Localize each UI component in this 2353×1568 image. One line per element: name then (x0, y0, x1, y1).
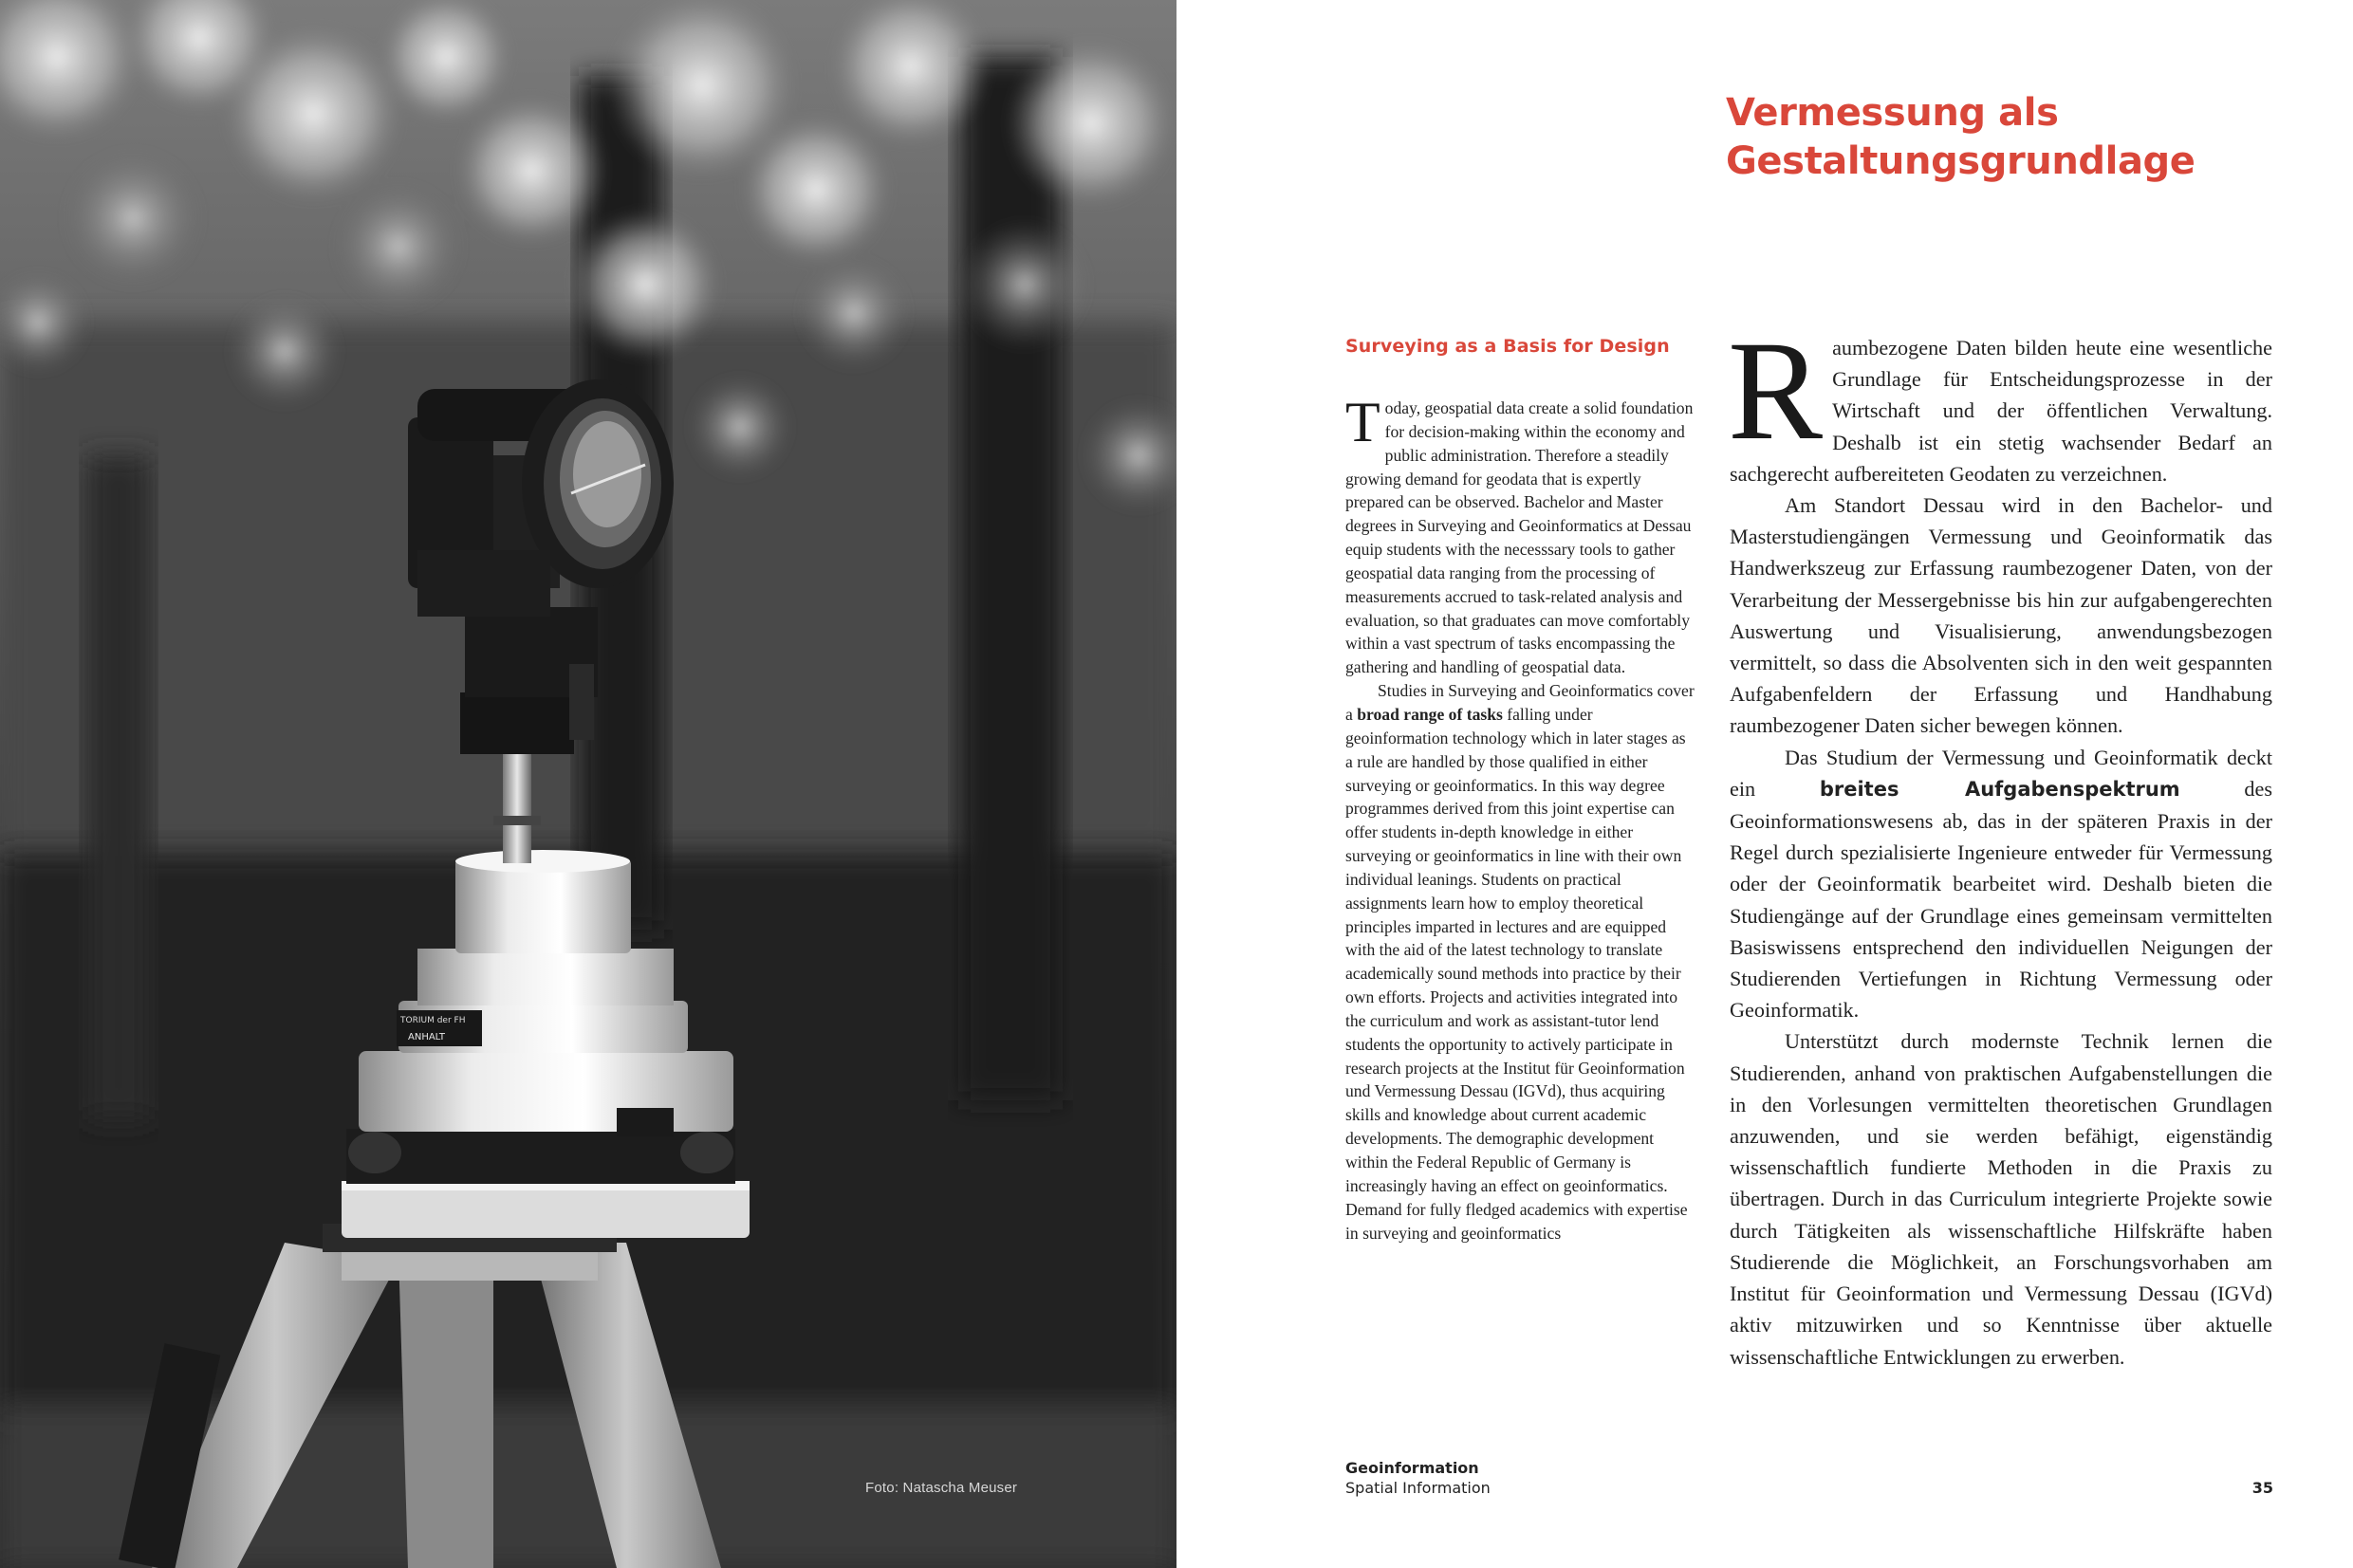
german-p1-text: aumbezogene Daten bilden heute eine wesentliche Grundlage für Entscheidungsprozesse in der Wirtschaft und der öffentlichen Verwaltung. Deshalb ist ein stetig wachsender Bedarf an sachgerecht aufbereiteten Geodaten zu verzeichnen. (1730, 336, 2272, 486)
german-p3-after: des Geoinformationswesens ab, das in der späteren Praxis in der Regel durch spezialisierte Ingenieure entweder für Vermessung oder der Geoinformatik bearbeitet wird. Deshalb bieten die Studiengänge auf der Grundlage eines gemeinsam vermittelten Basiswissens entsprechend den individuellen Neigungen der Studierenden Vertiefungen in Richtung Vermessung oder Geoinformatik. (1730, 776, 2272, 1023)
german-paragraph-2: Am Standort Dessau wird in den Bachelor- und Masterstudiengängen Vermessung und Geoinformatik das Handwerkszeug zur Erfassung raumbezogener Daten, von der Verarbeitung der Messergebnisse bis hin zur aufgabengerechten Auswertung und Visualisierung, anwendungsbezogen vermittelt, so dass die Absolventen sich in den weit gespannten Aufgabenfeldern der Erfassung und Handhabung raumbezogener Daten sicher bewegen können. (1730, 493, 2272, 738)
english-column (1345, 391, 1695, 1245)
footer-section-title: Geoinformation (1345, 1459, 1479, 1477)
english-p2-before: Studies in Surveying and Geoinformatics cover a (1345, 681, 1695, 724)
german-paragraph-1 (1728, 312, 2272, 489)
footer-section-subtitle: Spatial Information (1345, 1479, 1491, 1497)
german-p3-emphasis: breites Aufgabenspektrum (1819, 777, 2180, 801)
english-subtitle: Surveying as a Basis for Design (1345, 336, 1670, 357)
english-p1-text: oday, geospatial data create a solid foundation for decision-making within the economy and public administration. Therefore a steadily growing demand for geodata that is expertly prepared can be observed. Bachelor and Master degrees in Surveying and Geoinformatics at Dessau equip students with the necesssary tools to gather geospatial data ranging from the processing of measurements accrued to task-related analysis and evaluation, so that graduates can move comfortably within a vast spectrum of tasks encompassing the gathering and handling of geospatial data. (1345, 398, 1694, 677)
german-column (1728, 312, 2272, 1373)
page-number: 35 (2251, 1479, 2273, 1497)
german-paragraph-4: Unterstützt durch modernste Technik lernen die Studierenden, anhand von praktischen Aufgabenstellungen die in den Vorlesungen vermittelten theoretischen Grundlagen anzuwenden, und sie werden befähigt, eigenständig wissenschaftlich fundierte Methoden in die Praxis zu übertragen. Durch in das Curriculum integrierte Projekte sowie durch Tätigkeiten als wissenschaftliche Hilfskräfte haben Studierende die Möglichkeit, an Forschungsvorhaben am Institut für Geoinformation und Vermessung Dessau (IGVd) aktiv mitzuwirken und so Kenntnisse über aktuelle wissenschaftliche Entwicklungen zu erwerben. (1730, 1029, 2272, 1369)
english-drop-cap: T (1345, 391, 1380, 453)
photo-surveying-prism (0, 0, 1176, 1568)
english-p2-emphasis: broad range of tasks (1357, 704, 1503, 724)
english-paragraph-1 (1345, 391, 1695, 679)
page-title-line-1: Vermessung als (1726, 91, 2059, 135)
english-p2-after: falling under geoinformation technology which in later stages as a rule are handled by those qualified in either surveying or geoinformatics. In this way degree programmes derived from this joint expertise can offer students in-depth knowledge in either surveying or geoinformatics in line with their own individual leanings. Students on practical assignments learn how to employ theoretical principles imparted in lectures and are equipped with the aid of the latest technology to translate academically sound methods into practice by their own efforts. Projects and activities integrated into the curriculum and work as assistant-tutor lend students the opportunity to actively participate in research projects at the Institut für Geoinformation und Vermessung Dessau (IGVd), thus acquiring skills and knowledge about current academic developments. The demographic development within the Federal Republic of Germany is increasingly having an effect on geoinformatics. Demand for fully fledged academics with expertise in surveying and geoinformatics (1345, 704, 1688, 1243)
prism-pole (503, 749, 531, 863)
photo-credit: Foto: Natascha Meuser (865, 1480, 1018, 1496)
english-paragraph-2 (1345, 679, 1695, 1245)
page-title (1726, 89, 2257, 186)
photo-illustration (0, 0, 1176, 1568)
instrument-label-1: TORIUM der FH (400, 1016, 466, 1025)
german-drop-cap: R (1728, 312, 1824, 470)
german-p3-before: Das Studium der Vermessung und Geoinformatik deckt ein (1730, 745, 2272, 801)
instrument-label-2: ANHALT (408, 1032, 445, 1042)
german-paragraph-3 (1730, 742, 2272, 1026)
page-title-line-2: Gestaltungsgrundlage (1726, 139, 2196, 183)
